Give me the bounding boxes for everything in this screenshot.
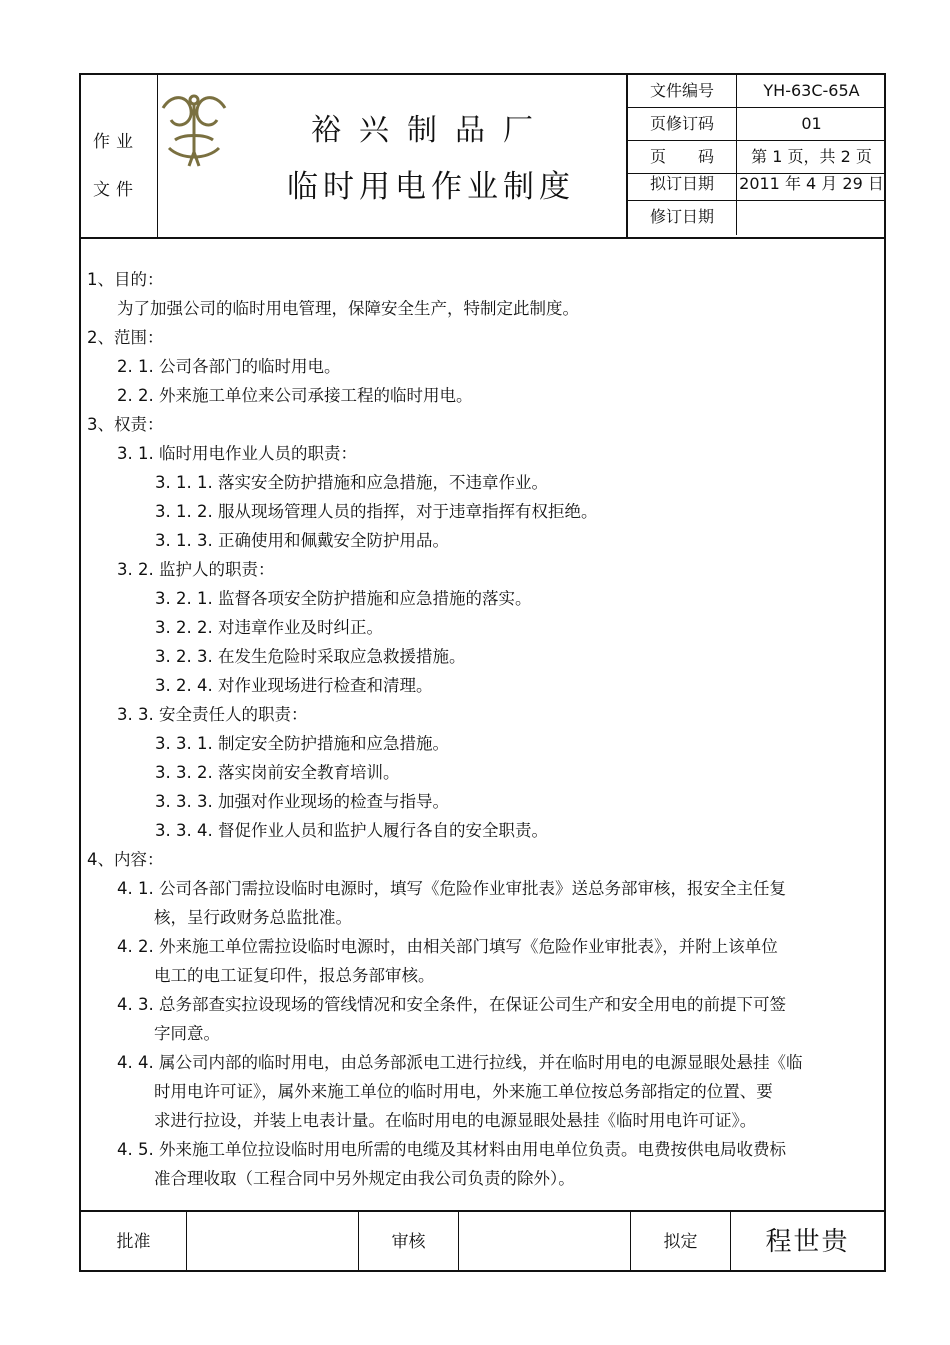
- meta-row-revision-date: [628, 201, 886, 235]
- meta-value: 01: [801, 114, 822, 133]
- list-item: 3. 2. 3. 在发生危险时采取应急救援措施。: [155, 647, 466, 666]
- list-item: 3. 3. 1. 制定安全防护措施和应急措施。: [155, 734, 449, 753]
- list-item-continuation: 求进行拉设，并装上电表计量。在临时用电的电源显眼处悬挂《临时用电许可证》。: [154, 1111, 757, 1130]
- list-item-continuation: 字同意。: [154, 1024, 220, 1043]
- list-item: 3. 2. 监护人的职责：: [117, 560, 275, 579]
- meta-row-draft-date: [628, 168, 886, 201]
- company-logo-icon: [153, 90, 235, 170]
- list-item: 3. 3. 2. 落实岗前安全教育培训。: [155, 763, 400, 782]
- approve-label: 批准: [81, 1212, 187, 1272]
- company-name: 裕兴制品厂: [311, 113, 551, 148]
- list-item: 3. 3. 安全责任人的职责：: [117, 705, 308, 724]
- list-item: 4. 2. 外来施工单位需拉设临时电源时，由相关部门填写《危险作业审批表》，并附上该单位: [117, 937, 778, 956]
- doc-type-label-1: 作业: [93, 132, 139, 152]
- list-item-continuation: 核，呈行政财务总监批准。: [154, 908, 352, 927]
- list-item: 3. 3. 3. 加强对作业现场的检查与指导。: [155, 792, 449, 811]
- meta-label: 文件编号: [628, 75, 737, 107]
- draft-signature: 程世贵: [765, 1227, 850, 1257]
- section-heading: 2、范围：: [87, 328, 164, 347]
- list-item: 3. 2. 2. 对违章作业及时纠正。: [155, 618, 383, 637]
- meta-label: 修订日期: [628, 201, 737, 235]
- metadata-table: [626, 75, 886, 237]
- list-item: 4. 3. 总务部查实拉设现场的管线情况和安全条件，在保证公司生产和安全用电的前提下可签: [117, 995, 786, 1014]
- meta-value: 第 1 页，共 2 页: [751, 147, 872, 166]
- document-page: [79, 73, 886, 1272]
- meta-row-revision: [628, 108, 886, 141]
- doc-type-cell: [81, 75, 158, 237]
- list-item: 3. 1. 2. 服从现场管理人员的指挥，对于违章指挥有权拒绝。: [155, 502, 598, 521]
- list-item-continuation: 电工的电工证复印件，报总务部审核。: [154, 966, 435, 985]
- list-item-continuation: 时用电许可证》，属外来施工单位的临时用电，外来施工单位按总务部指定的位置、要: [154, 1082, 773, 1101]
- list-item: 4. 1. 公司各部门需拉设临时电源时，填写《危险作业审批表》送总务部审核，报安全主任复: [117, 879, 786, 898]
- list-item: 3. 2. 4. 对作业现场进行检查和清理。: [155, 676, 433, 695]
- list-item: 2. 2. 外来施工单位来公司承接工程的临时用电。: [117, 386, 473, 405]
- list-item: 3. 1. 3. 正确使用和佩戴安全防护用品。: [155, 531, 449, 550]
- signature-row: [81, 1210, 884, 1272]
- list-item: 2. 1. 公司各部门的临时用电。: [117, 357, 341, 376]
- meta-row-file-number: [628, 75, 886, 108]
- meta-value: 2011 年 4 月 29 日: [739, 174, 884, 193]
- draft-label: 拟定: [631, 1212, 731, 1272]
- document-title: 临时用电作业制度: [287, 169, 575, 205]
- doc-type-label-2: 文件: [93, 180, 139, 200]
- approve-signature: [187, 1212, 359, 1272]
- meta-value: YH-63C-65A: [763, 81, 860, 100]
- meta-label: 页修订码: [628, 108, 737, 140]
- section-heading: 1、目的：: [87, 270, 164, 289]
- list-item: 3. 3. 4. 督促作业人员和监护人履行各自的安全职责。: [155, 821, 548, 840]
- meta-label: 页 码: [628, 141, 737, 173]
- list-item: 3. 1. 临时用电作业人员的职责：: [117, 444, 357, 463]
- list-item: 4. 4. 属公司内部的临时用电，由总务部派电工进行拉线，并在临时用电的电源显眼处悬挂《临: [117, 1053, 803, 1072]
- document-header: [81, 75, 884, 239]
- list-item: 3. 1. 1. 落实安全防护措施和应急措施，不违章作业。: [155, 473, 548, 492]
- meta-value: [737, 201, 886, 235]
- section-heading: 4、内容：: [87, 850, 164, 869]
- list-item-continuation: 准合理收取（工程合同中另外规定由我公司负责的除外）。: [154, 1169, 575, 1188]
- list-item: 3. 2. 1. 监督各项安全防护措施和应急措施的落实。: [155, 589, 532, 608]
- section-heading: 3、权责：: [87, 415, 164, 434]
- meta-label: 拟订日期: [628, 168, 737, 200]
- review-label: 审核: [359, 1212, 459, 1272]
- paragraph: 为了加强公司的临时用电管理，保障安全生产，特制定此制度。: [117, 299, 579, 318]
- list-item: 4. 5. 外来施工单位拉设临时用电所需的电缆及其材料由用电单位负责。电费按供电局收费标: [117, 1140, 786, 1159]
- review-signature: [459, 1212, 631, 1272]
